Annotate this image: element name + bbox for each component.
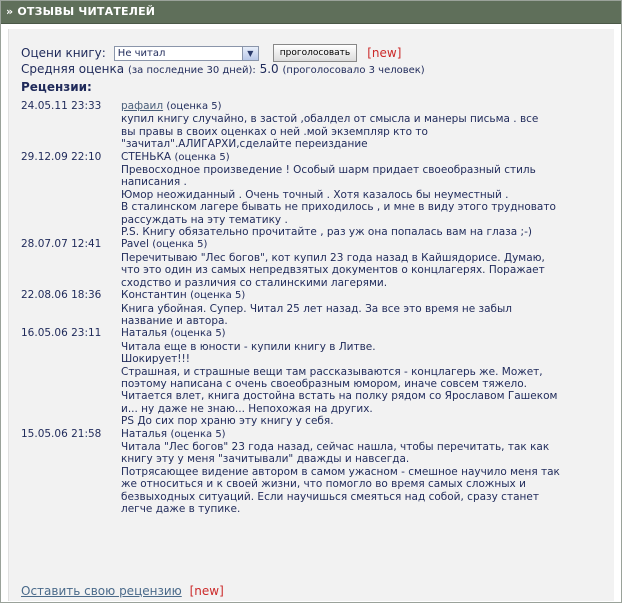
review-text: купил книгу случайно, в застой ,обалдел от смысла и манеры письма . все вы правы в своих оценках о ней .мой экземпляр кто то "зачитал".АЛИГАРХИ,сделайте переиздание xyxy=(121,113,539,151)
review-item xyxy=(21,100,611,151)
average-period: (за последние 30 дней): xyxy=(127,65,256,76)
review-author: Наталья xyxy=(121,327,168,340)
rating-row xyxy=(21,44,401,62)
review-score: (оценка 5) xyxy=(174,151,230,163)
review-item xyxy=(21,428,611,516)
review-author: Pavel xyxy=(121,238,149,251)
review-item xyxy=(21,327,611,427)
average-value: 5.0 xyxy=(259,62,279,76)
review-date: 15.05.06 21:58 xyxy=(21,427,102,440)
review-author: СТЕНЬКА xyxy=(121,150,172,163)
review-date: 29.12.09 22:10 xyxy=(21,150,102,163)
review-item xyxy=(21,151,611,239)
reviews-list xyxy=(21,100,611,515)
review-text: Читала "Лес богов" 23 года назад, сейчас нашла, чтобы перечитать, так как книгу эту у меня "зачитывали" дважды и навсегда. Потрясающее видение автором в самом ужасном - смешное научило меня так же относиться и к своей жизни, что помогло во время самых сложных и безвыходных ситуаций. Если научишься смеяться над собой, сразу станет легче даже в тупике. xyxy=(121,440,560,515)
panel-header: » ОТЗЫВЫ ЧИТАТЕЛЕЙ xyxy=(1,1,621,24)
review-item xyxy=(21,289,611,327)
average-rating xyxy=(21,62,425,76)
review-date: 24.05.11 23:33 xyxy=(21,100,102,112)
review-item xyxy=(21,238,611,289)
review-score: (оценка 5) xyxy=(190,290,246,302)
review-text: Перечитываю "Лес богов", кот купил 23 года назад в Кайшядорисе. Думаю, что это один из самых непредвзятых документов о концлагерях. Поражает сходство и различия со сталинскими лагерями. xyxy=(121,251,545,289)
reviews-heading: Рецензии: xyxy=(21,80,92,94)
average-votes: (проголосовало 3 человек) xyxy=(282,65,425,76)
review-text: Читала еще в юности - купили книгу в Литве. Шокирует!!! Страшная, и страшные вещи там рассказываются - концлагерь же. Может, поэтому написана с очень своеобразным юмором, иначе совсем тяжело. Читается влет, книга достойна встать на полку рядом со Ярославом Гашеком и... ну даже не знаю... Непохожая на других. PS До сих пор храню эту книгу у себя. xyxy=(121,340,558,428)
review-date: 28.07.07 12:41 xyxy=(21,238,102,251)
review-score: (оценка 5) xyxy=(170,428,226,440)
rating-select[interactable] xyxy=(114,46,259,61)
review-text: Превосходное произведение ! Особый шарм придает своеобразный стиль написания . Юмор неожиданный . Очень точный . Хотя казалось бы неуместный . В сталинском лагере бывать не приходилось , и мне в виду этого трудновато рассуждать на эту тематику . P.S. Книгу обязательно прочитайте , раз уж она попалась вам на глаза ;-) xyxy=(121,164,556,239)
review-score: (оценка 5) xyxy=(152,239,208,251)
review-date: 22.08.06 18:36 xyxy=(21,289,102,302)
rating-select-value: Не читал xyxy=(117,47,166,59)
leave-review-link[interactable]: Оставить свою рецензию xyxy=(21,584,182,598)
review-author: Наталья xyxy=(121,427,168,440)
average-label: Средняя оценка xyxy=(21,62,125,76)
review-date: 16.05.06 23:11 xyxy=(21,327,102,340)
chevron-down-icon[interactable]: ▼ xyxy=(242,47,258,60)
vote-button[interactable]: проголосовать xyxy=(273,44,357,62)
review-author-link[interactable]: рафаил xyxy=(121,100,164,112)
new-badge: [new] xyxy=(367,46,402,60)
review-score: (оценка 5) xyxy=(170,328,226,340)
new-badge: [new] xyxy=(189,584,224,598)
leave-review-row xyxy=(21,584,224,598)
rating-label: Оцени книгу: xyxy=(21,46,106,60)
review-text: Книга убойная. Супер. Читал 25 лет назад. За все это время не забыл название и автора. xyxy=(121,302,513,327)
panel-content xyxy=(8,29,614,601)
review-author: Константин xyxy=(121,289,187,302)
review-score: (оценка 5) xyxy=(166,101,222,112)
